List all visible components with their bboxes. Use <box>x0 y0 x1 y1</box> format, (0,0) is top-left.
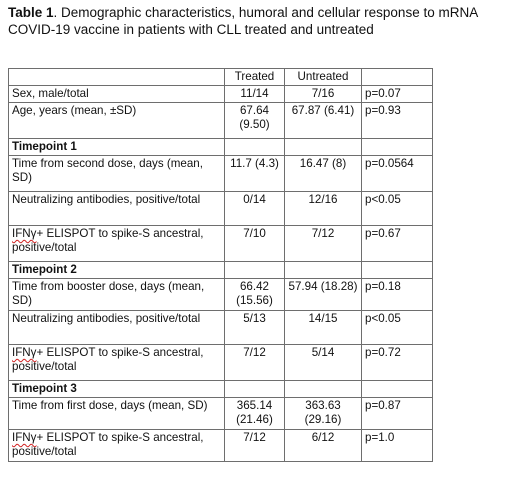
untreated-value: 5/14 <box>285 345 362 381</box>
untreated-value: 14/15 <box>285 311 362 345</box>
table-caption <box>8 4 508 38</box>
row-label: Neutralizing antibodies, positive/total <box>9 192 225 226</box>
table-row <box>9 103 433 139</box>
treated-value: 7/12 <box>225 345 285 381</box>
table-row <box>9 156 433 192</box>
empty-cell <box>225 139 285 156</box>
empty-cell <box>225 381 285 398</box>
header-cell-untreated: Untreated <box>285 69 362 86</box>
p-value: p=0.18 <box>362 279 433 311</box>
treated-value: 7/10 <box>225 226 285 262</box>
row-label-text: + ELISPOT to spike-S ancestral, positive/total <box>12 346 204 373</box>
untreated-value: 57.94 (18.28) <box>285 279 362 311</box>
untreated-value: 16.47 (8) <box>285 156 362 192</box>
p-value: p=0.72 <box>362 345 433 381</box>
empty-cell <box>285 139 362 156</box>
header-cell-treated: Treated <box>225 69 285 86</box>
table-row <box>9 311 433 345</box>
timepoint-label: Timepoint 3 <box>9 381 225 398</box>
treated-value: 66.42 (15.56) <box>225 279 285 311</box>
untreated-value: 12/16 <box>285 192 362 226</box>
caption-label: Table 1 <box>8 5 54 20</box>
empty-cell <box>362 381 433 398</box>
untreated-value: 67.87 (6.41) <box>285 103 362 139</box>
treated-value: 5/13 <box>225 311 285 345</box>
table-row <box>9 226 433 262</box>
p-value: p=0.93 <box>362 103 433 139</box>
table-row <box>9 345 433 381</box>
table-row <box>9 279 433 311</box>
treated-value: 7/12 <box>225 430 285 462</box>
table-row <box>9 86 433 103</box>
p-value: p=0.0564 <box>362 156 433 192</box>
treated-value: 11.7 (4.3) <box>225 156 285 192</box>
untreated-value: 7/12 <box>285 226 362 262</box>
row-label: Age, years (mean, ±SD) <box>9 103 225 139</box>
ifn-prefix: IFNγ <box>12 346 37 359</box>
treated-value: 67.64 (9.50) <box>225 103 285 139</box>
p-value: p=0.67 <box>362 226 433 262</box>
empty-cell <box>285 262 362 279</box>
empty-cell <box>225 262 285 279</box>
empty-cell <box>285 381 362 398</box>
untreated-value: 363.63 (29.16) <box>285 398 362 430</box>
p-value: p=0.87 <box>362 398 433 430</box>
treated-value: 0/14 <box>225 192 285 226</box>
timepoint-label: Timepoint 1 <box>9 139 225 156</box>
treated-value: 365.14 (21.46) <box>225 398 285 430</box>
empty-cell <box>362 262 433 279</box>
timepoint-row <box>9 381 433 398</box>
untreated-value: 6/12 <box>285 430 362 462</box>
row-label-text: + ELISPOT to spike-S ancestral, positive/total <box>12 227 204 254</box>
header-cell-p <box>362 69 433 86</box>
p-value: p<0.05 <box>362 192 433 226</box>
row-label: Time from first dose, days (mean, SD) <box>9 398 225 430</box>
p-value: p=1.0 <box>362 430 433 462</box>
p-value: p=0.07 <box>362 86 433 103</box>
demographics-table <box>8 68 433 462</box>
treated-value: 11/14 <box>225 86 285 103</box>
empty-cell <box>362 139 433 156</box>
timepoint-row <box>9 262 433 279</box>
table-row <box>9 398 433 430</box>
row-label-text: + ELISPOT to spike-S ancestral, positive/total <box>12 431 204 458</box>
row-label <box>9 226 225 262</box>
p-value: p<0.05 <box>362 311 433 345</box>
row-label: Time from booster dose, days (mean, SD) <box>9 279 225 311</box>
table-row <box>9 430 433 462</box>
ifn-prefix: IFNγ <box>12 227 37 240</box>
row-label: Neutralizing antibodies, positive/total <box>9 311 225 345</box>
row-label: Time from second dose, days (mean, SD) <box>9 156 225 192</box>
caption-text: . Demographic characteristics, humoral and cellular response to mRNA COVID-19 vaccine in patients with CLL treated and untreated <box>8 5 478 37</box>
row-label: Sex, male/total <box>9 86 225 103</box>
row-label <box>9 430 225 462</box>
untreated-value: 7/16 <box>285 86 362 103</box>
header-cell-label <box>9 69 225 86</box>
row-label <box>9 345 225 381</box>
ifn-prefix: IFNγ <box>12 431 37 444</box>
table-row <box>9 192 433 226</box>
timepoint-label: Timepoint 2 <box>9 262 225 279</box>
timepoint-row <box>9 139 433 156</box>
header-row <box>9 69 433 86</box>
